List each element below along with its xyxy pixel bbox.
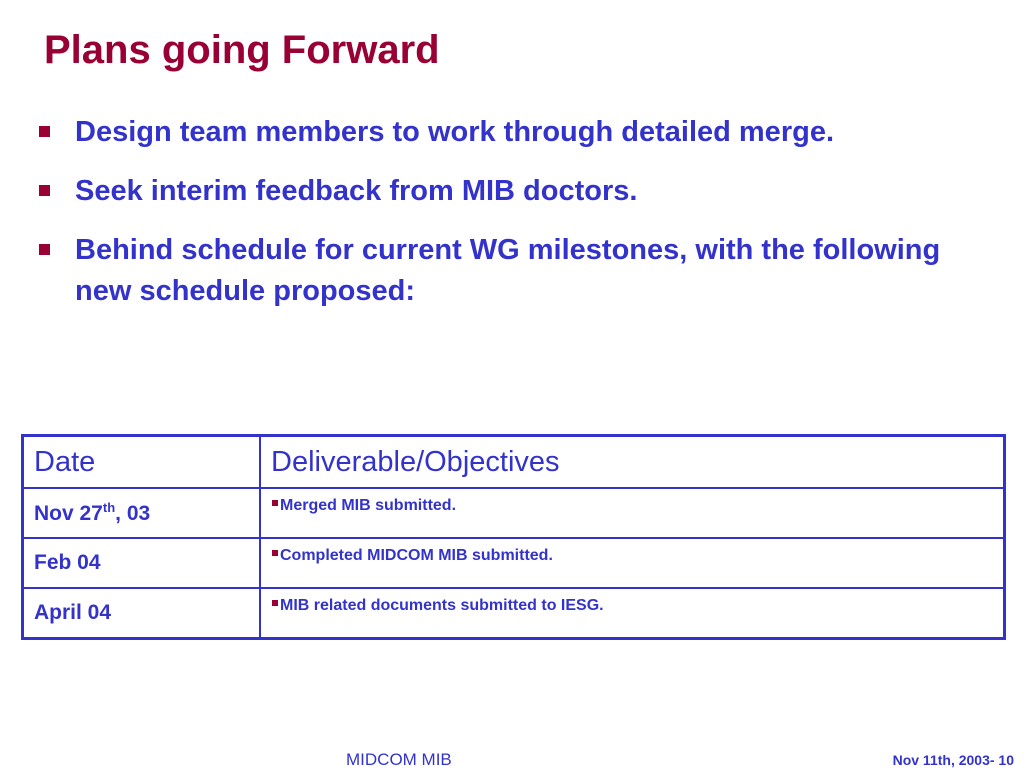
deliverable-text: MIB related documents submitted to IESG. — [280, 597, 604, 614]
deliverable-text: Merged MIB submitted. — [280, 497, 457, 514]
deliverable-cell — [260, 538, 1005, 588]
bullet-list — [36, 112, 996, 330]
bullet-item — [36, 230, 996, 312]
deliverable-text: Completed MIDCOM MIB submitted. — [280, 547, 553, 564]
date-cell: April 04 — [23, 588, 261, 639]
square-bullet-icon — [39, 126, 50, 137]
footer-center: MIDCOM MIB — [346, 750, 452, 769]
date-text: Nov 27 — [34, 502, 103, 525]
square-bullet-icon — [39, 244, 50, 255]
bullet-item — [36, 171, 996, 212]
bullet-text: Seek interim feedback from MIB doctors. — [75, 175, 638, 207]
table-row — [23, 588, 1005, 639]
bullet-text: Behind schedule for current WG milestones, with the following new schedule proposed: — [75, 234, 941, 307]
bullet-item — [36, 112, 996, 153]
bullet-text: Design team members to work through detailed merge. — [75, 116, 834, 148]
header-deliverable: Deliverable/Objectives — [260, 436, 1005, 489]
date-cell — [23, 488, 261, 538]
square-bullet-icon — [272, 500, 278, 506]
slide-title: Plans going Forward — [44, 28, 440, 72]
footer-date-page: Nov 11th, 2003- 10 — [892, 752, 1014, 768]
table-row — [23, 538, 1005, 588]
table-row — [23, 488, 1005, 538]
date-superscript: th — [102, 500, 116, 515]
header-date: Date — [23, 436, 261, 489]
deliverable-cell — [260, 588, 1005, 639]
square-bullet-icon — [272, 550, 278, 556]
square-bullet-icon — [272, 600, 278, 606]
date-suffix: , 03 — [115, 502, 151, 525]
schedule-table — [21, 434, 1006, 640]
square-bullet-icon — [39, 185, 50, 196]
table-header-row — [23, 436, 1005, 489]
date-cell: Feb 04 — [23, 538, 261, 588]
deliverable-cell — [260, 488, 1005, 538]
